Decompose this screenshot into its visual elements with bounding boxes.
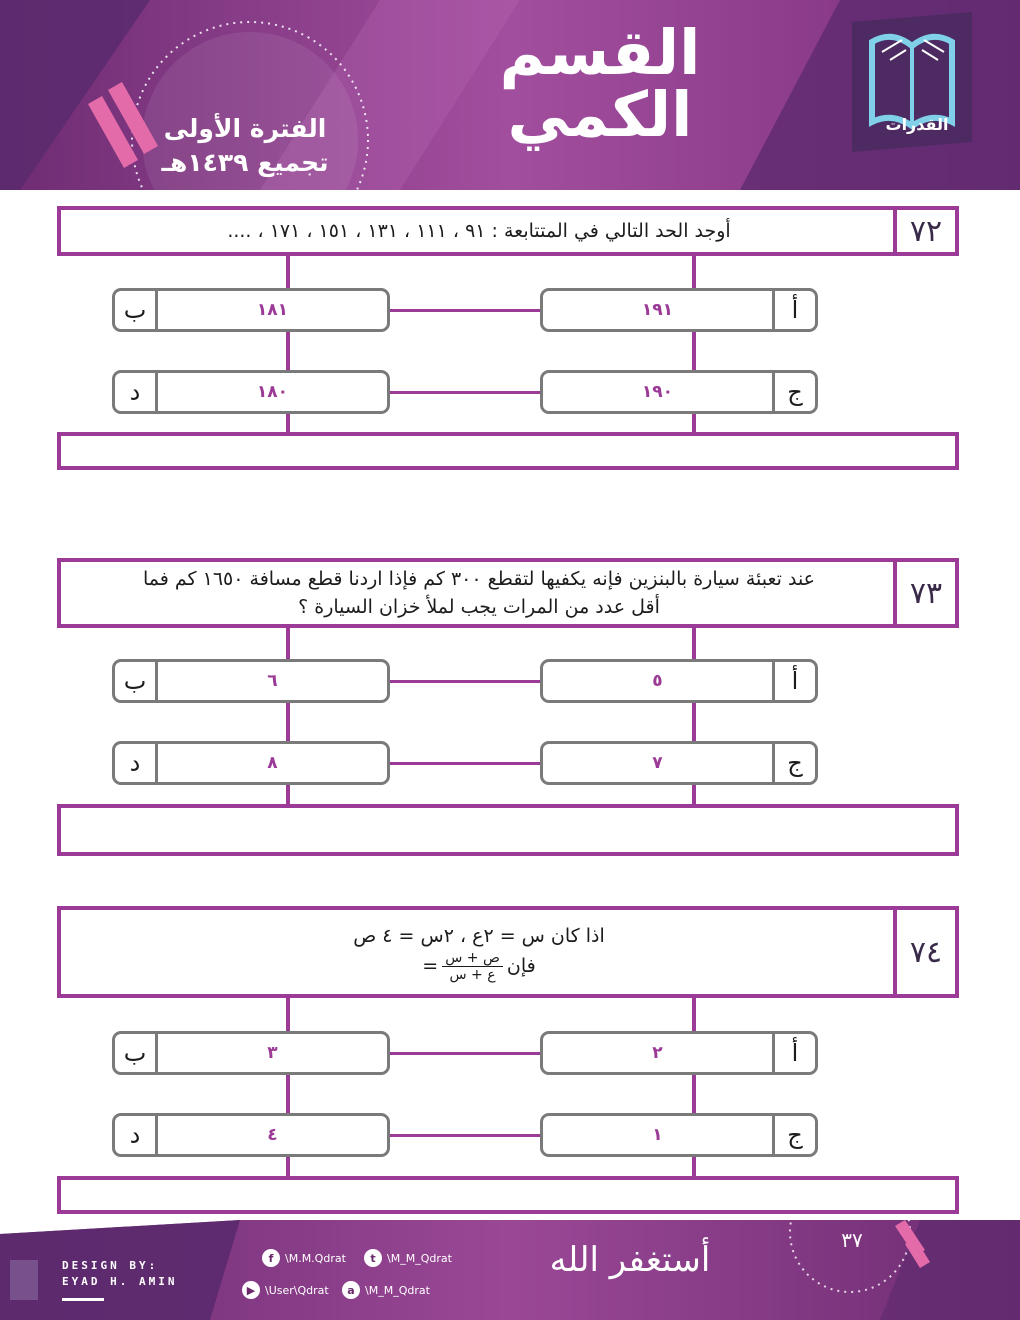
question-72-box	[57, 206, 959, 256]
option-d[interactable]	[112, 370, 390, 414]
facebook-handle: \M.M.Qdrat	[285, 1251, 346, 1265]
question-text-line: عند تعبئة سيارة بالبنزين فإنه يكفيها لتقطع ٣٠٠ كم فإذا اردنا قطع مسافة ١٦٥٠ كم فما	[143, 568, 816, 590]
option-a[interactable]	[540, 288, 818, 332]
question-number: ٧٢	[893, 210, 955, 252]
youtube-icon: ▶	[242, 1281, 260, 1299]
option-letter: ب	[115, 662, 158, 700]
option-d[interactable]	[112, 741, 390, 785]
fraction-numerator: ص + س	[442, 950, 503, 967]
option-d[interactable]	[112, 1113, 390, 1157]
twitter-link[interactable]	[364, 1249, 452, 1267]
twitter-icon: t	[364, 1249, 382, 1267]
option-b[interactable]	[112, 1031, 390, 1075]
option-value: ١٩٠	[641, 382, 674, 402]
option-letter: أ	[772, 662, 815, 700]
expression-suffix: =	[422, 955, 439, 977]
question-text	[69, 210, 889, 252]
option-letter: ج	[772, 1116, 815, 1154]
calligraphy-text: أستغفر الله	[549, 1240, 711, 1280]
youtube-link[interactable]	[242, 1281, 329, 1299]
question-73-box	[57, 558, 959, 628]
option-value: ١	[652, 1125, 663, 1145]
period-label	[130, 112, 360, 180]
connector	[388, 762, 540, 765]
option-b[interactable]	[112, 288, 390, 332]
option-letter: د	[115, 744, 158, 782]
option-value: ٥	[652, 671, 663, 691]
answer-box[interactable]	[57, 432, 959, 470]
connector	[388, 1052, 540, 1055]
designer-name: EYAD H. AMIN	[62, 1275, 178, 1288]
connector	[388, 309, 540, 312]
option-value: ٧	[652, 753, 663, 773]
option-a[interactable]	[540, 1031, 818, 1075]
option-letter: ج	[772, 373, 815, 411]
option-letter: أ	[772, 291, 815, 329]
option-letter: ب	[115, 291, 158, 329]
option-value: ١٨٠	[256, 382, 289, 402]
youtube-handle: \User\Qdrat	[265, 1283, 329, 1297]
period-line-2: تجميع ١٤٣٩هـ	[161, 148, 329, 177]
option-c[interactable]	[540, 741, 818, 785]
ask-icon: a	[342, 1281, 360, 1299]
question-text	[69, 910, 889, 994]
facebook-link[interactable]	[262, 1249, 346, 1267]
question-text-line: أوجد الحد التالي في المتتابعة : ٩١ ، ١١١ ، ١٣١ ، ١٥١ ، ١٧١ ، ....	[227, 220, 731, 242]
question-number: ٧٣	[893, 562, 955, 624]
period-line-1: الفترة الأولى	[163, 114, 327, 143]
twitter-handle: \M_M_Qdrat	[387, 1251, 452, 1265]
option-c[interactable]	[540, 1113, 818, 1157]
option-letter: د	[115, 1116, 158, 1154]
ask-handle: \M_M_Qdrat	[365, 1283, 430, 1297]
option-value: ٦	[267, 671, 278, 691]
fraction-expression	[422, 950, 535, 983]
fraction-denominator: ع + س	[449, 966, 496, 983]
designer-credit	[62, 1258, 177, 1290]
design-by-label: DESIGN BY:	[62, 1259, 159, 1272]
page-number: ٣٧	[841, 1228, 863, 1252]
option-value: ٤	[267, 1125, 278, 1145]
option-letter: ب	[115, 1034, 158, 1072]
connector	[388, 391, 540, 394]
option-letter: د	[115, 373, 158, 411]
question-text-line: اذا كان س = ٢ع ، ٢س = ٤ ص	[353, 924, 605, 947]
page-header	[0, 0, 1020, 190]
question-text-line: أقل عدد من المرات يجب لملأ خزان السيارة ؟	[298, 596, 660, 618]
facebook-icon: f	[262, 1249, 280, 1267]
ask-link[interactable]	[342, 1281, 430, 1299]
option-value: ١٨١	[256, 300, 289, 320]
title-line-2: الكمي	[507, 78, 693, 151]
expression-prefix: فإن	[506, 955, 536, 977]
title-line-1: القسم	[499, 16, 701, 89]
connector	[388, 680, 540, 683]
logo-text: القدرات	[885, 115, 949, 134]
option-a[interactable]	[540, 659, 818, 703]
connector	[388, 1134, 540, 1137]
option-value: ٢	[652, 1043, 663, 1063]
answer-box[interactable]	[57, 804, 959, 856]
option-value: ٣	[267, 1043, 278, 1063]
question-text	[69, 562, 889, 624]
option-letter: ج	[772, 744, 815, 782]
answer-box[interactable]	[57, 1176, 959, 1214]
fraction	[442, 950, 503, 983]
question-number: ٧٤	[893, 910, 955, 994]
question-74-box	[57, 906, 959, 998]
section-title	[420, 16, 780, 151]
option-c[interactable]	[540, 370, 818, 414]
option-letter: أ	[772, 1034, 815, 1072]
option-value: ٨	[267, 753, 278, 773]
option-b[interactable]	[112, 659, 390, 703]
option-value: ١٩١	[641, 300, 674, 320]
